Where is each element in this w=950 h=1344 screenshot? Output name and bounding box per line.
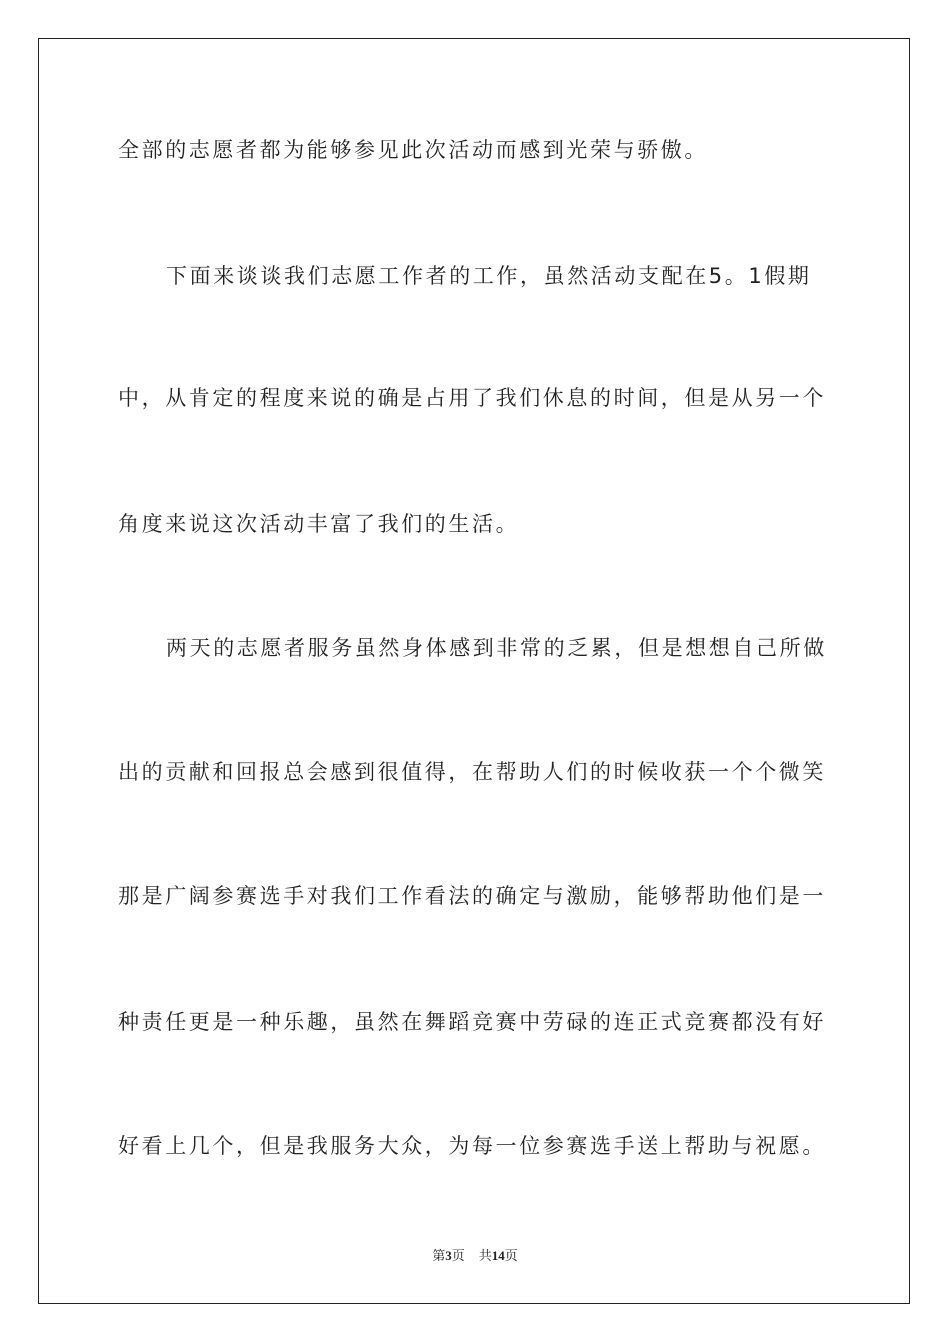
total-suffix: 页	[504, 1248, 518, 1263]
paragraph-line: 两天的志愿者服务虽然身体感到非常的乏累，但是想想自己所做	[166, 636, 827, 660]
paragraph-line: 角度来说这次活动丰富了我们的生活。	[118, 512, 520, 536]
page-prefix: 第	[432, 1248, 446, 1263]
page-suffix: 页	[451, 1248, 465, 1263]
total-prefix: 共	[478, 1248, 492, 1263]
page-footer	[0, 1248, 950, 1264]
paragraph-line: 下面来谈谈我们志愿工作者的工作，虽然活动支配在5。1假期	[166, 264, 812, 288]
page-border	[38, 38, 910, 1304]
paragraph-line: 好看上几个，但是我服务大众，为每一位参赛选手送上帮助与祝愿。	[118, 1134, 826, 1158]
page-number: 3	[445, 1248, 452, 1263]
paragraph-line: 全部的志愿者都为能够参见此次活动而感到光荣与骄傲。	[118, 138, 708, 162]
paragraph-line: 中，从肯定的程度来说的确是占用了我们休息的时间，但是从另一个	[118, 386, 826, 410]
paragraph-line: 那是广阔参赛选手对我们工作看法的确定与激励，能够帮助他们是一	[118, 884, 826, 908]
paragraph-line: 种责任更是一种乐趣，虽然在舞蹈竞赛中劳碌的连正式竞赛都没有好	[118, 1010, 826, 1034]
paragraph-line: 出的贡献和回报总会感到很值得，在帮助人们的时候收获一个个微笑	[118, 760, 826, 784]
total-pages: 14	[491, 1248, 505, 1263]
